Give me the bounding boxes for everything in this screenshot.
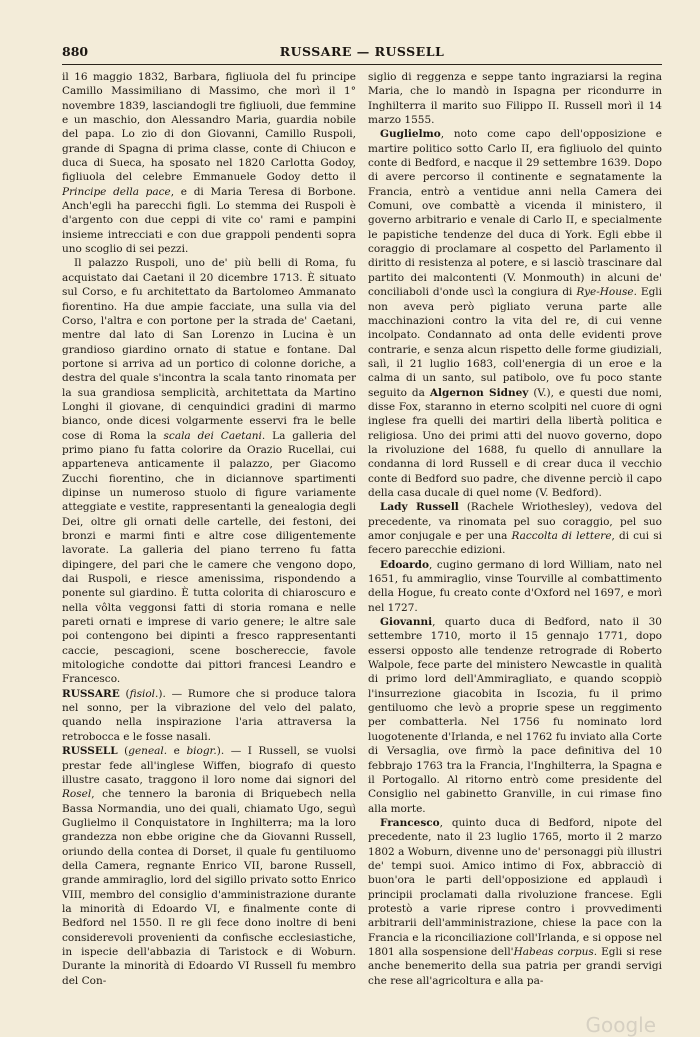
paragraph — [368, 558, 662, 615]
left-column — [62, 70, 356, 1017]
text-run: ( — [117, 745, 129, 758]
paragraph — [62, 70, 356, 256]
paragraph — [62, 744, 356, 988]
italic-text: Principe della pace — [62, 185, 171, 198]
right-column — [368, 70, 662, 1017]
text-columns — [62, 70, 662, 1017]
text-run: siglio di reggenza e seppe tanto ingraziarsi la regina Maria, che lo mandò in Ispagna per ricondurre in Inghilterra il marito suo Filippo II. Russell morì il 14 marzo 1555. — [368, 71, 662, 127]
header-rule — [62, 64, 662, 65]
text-run: e — [167, 745, 187, 758]
page-number: 880 — [62, 44, 89, 59]
text-run: , cugino germano di lord William, nato nel 1651, fu ammiraglio, vinse Tourville al combattimento della Hogue, fu creato conte d'Oxford nel 1697, e morì nel 1727. — [368, 558, 662, 614]
paragraph — [368, 127, 662, 500]
paragraph — [62, 256, 356, 686]
italic-text: Raccolta di lettere — [511, 530, 612, 542]
italic-text: Rosel — [62, 788, 92, 801]
text-run: ). — I Russell, se vuolsi prestar fede all'inglese Wiffen, biografo di questo illustre casato, traggono il loro nome dai signori del — [62, 745, 356, 786]
italic-text: biogr. — [186, 745, 217, 758]
headword: RUSSELL — [62, 745, 118, 758]
text-run: , noto come capo dell'opposizione e martire politico sotto Carlo II, era figliuolo del quinto conte di Bedford, e nacque il 29 settembre 1639. Dopo di avere percorso il continente e segnatamente la Francia, entrò a ventidue anni nella Camera dei Comuni, ove combattè a vicenda il ministero, il governo arbitrario e venale di Carlo II, e specialmente le papistiche tendenze del duca di York. Egli ebbe il coraggio di proclamare al cospetto del Parlamento il diritto di resistenza al potere, e si lasciò trascinare dal partito dei malcontenti (V. Monmouth) in alcuni de' conciliaboli d'onde uscì la congiura di — [368, 128, 662, 299]
text-run: , quarto duca di Bedford, nato il 30 settembre 1710, morto il 15 gennajo 1771, dopo essersi opposto alle tendenze retrograde di Roberto Walpole, fece parte del ministero Newcastle in qualità di primo lord dell'Ammiragliato, e quando scoppiò l'insurrezione giacobita in Iscozia, fu il primo gentiluomo che levò a proprie spese un reggimento per combatterla. Nel 1756 fu nominato lord luogotenente d'Irlanda, e nel 1762 fu inviato alla Corte di Versaglia, ove firmò la pace definitiva del 10 febbrajo 1763 tra la Francia, l'Inghilterra, la Spagna e il Portogallo. Al ritorno entrò come presidente del Consiglio nel gabinetto Granville, in cui rimase fino alla morte. — [368, 616, 662, 815]
running-title: RUSSARE — RUSSELL — [279, 44, 445, 59]
italic-text: fisiol. — [129, 687, 159, 700]
text-run: ). — Rumore che si produce talora nel sonno, per la vibrazione del velo del palato, quando nella inspirazione l'aria attraversa la retrobocca e le fosse nasali. — [62, 687, 356, 743]
text-run: il 16 maggio 1832, Barbara, figliuola del fu principe Camillo Massimiliano di Massimo, che morì il 1° novembre 1839, lasciandogli tre figliuoli, due femmine e un maschio, don Alessandro Maria, guardia nobile del papa. Lo zio di don Giovanni, Camillo Ruspoli, grande di Spagna di prima classe, conte di Chiucon e duca di Sueca, ha sposato nel 1820 Carlotta Godoy, figliuola del celebre Emmanuele Godoy detto il — [62, 71, 356, 184]
paragraph — [368, 70, 662, 127]
text-run: . Egli non aveva però pigliato veruna parte alle macchinazioni contro la vita del re, di cui venne incolpato. Condannato ad onta delle evidenti prove contrarie, e senza alcun rispetto delle forme giudiziali, salì, il 21 luglio 1683, coll'energia di un eroe e la calma di un santo, sul patibolo, ove fu poco stante seguito da — [368, 286, 662, 399]
headword: Algernon Sidney — [429, 386, 529, 399]
text-run: , e di Maria Teresa di Borbone. Anch'egli ha parecchi figli. Lo stemma dei Ruspoli è d'argento con due ceppi di vite co' rami e pampini insieme intrecciati e con due grappoli pendenti sopra uno scoglio di sei pezzi. — [62, 185, 356, 256]
text-run: . Egli si rese anche benemerito della sua patria per grandi servigi che rese all'agricoltura e alla pa- — [368, 945, 662, 987]
paragraph — [368, 816, 662, 988]
paragraph — [62, 687, 356, 744]
headword: Francesco — [380, 816, 440, 829]
text-run: , di cui si fecero parecchie edizioni. — [368, 530, 662, 557]
text-run: ( — [119, 687, 130, 700]
italic-text: Habeas corpus — [513, 945, 594, 958]
page-header — [62, 44, 662, 64]
text-run: Il palazzo Ruspoli, uno de' più belli di Roma, fu acquistato dai Caetani il 20 dicembre 1713. È situato sul Corso, e fu architettato da Bartolomeo Ammanato fiorentino. Ha due ampie facciate, una sulla via del Corso, l'altra e con portone per la strada de' Caetani, mentre dal lato di San Lorenzo in Lucina è un grandioso giardino ornato di statue e fontane. Dal portone si arriva ad un portico di colonne doriche, a destra del quale s'incontra la scala tanto rinomata per la sua grandiosa semplicità, architettata da Martino Longhi il giovane, di cenquindici gradini di marmo bianco, onde dicesi volgarmente esservi fra le belle cose di Roma la — [62, 257, 356, 442]
italic-text: geneal. — [128, 745, 168, 758]
text-run: (V.), e questi due nomi, disse Fox, staranno in eterno scolpiti nel cuore di ogni inglese fra quelli dei martiri della libertà politica e religiosa. Uno dei primi atti del nuovo governo, dopo la rivoluzione del 1688, fu quello di annullare la condanna di lord Russell e di crear duca il vecchio conte di Bedford suo padre, che divenne perciò il capo della casa ducale di quel nome (V. Bedford). — [368, 386, 662, 499]
headword: Giovanni — [380, 616, 433, 629]
headword: Guglielmo — [380, 128, 441, 141]
watermark: Google — [585, 1013, 656, 1037]
text-run: (Rachele Wriothesley), vedova del precedente, va rinomata pel suo coraggio, pel suo amor conjugale e per una — [368, 501, 662, 542]
italic-text: Rye-House — [576, 286, 634, 299]
headword: RUSSARE — [62, 687, 120, 700]
text-run: . La galleria del primo piano fu fatta colorire da Orazio Rucellai, cui apparteneva anticamente il palazzo, per Giacomo Zucchi fiorentino, che in diciannove spartimenti dipinse un numeroso stuolo di figure variamente atteggiate e vestite, rappresentanti la genealogia degli Dei, oltre gli ornati delle cartelle, dei festoni, dei bronzi e marmi finti e altre cose diligentemente lavorate. La galleria del piano terreno fu fatta dipingere, del pari che le camere che vengono dopo, dai Ruspoli, e riesce amenissima, rispondendo a ponente sul giardino. È tutta colorita di chiaroscuro e nella vôlta veggonsi fatti di storia romana e nelle pareti ornati e imprese di vario genere; le altre sale poi contengono bei dipinti a fresco rappresentanti caccie, pescagioni, scene boschereccie, favole mitologiche condotte dai pittori francesi Leandro e Francesco. — [62, 429, 356, 686]
text-run: , quinto duca di Bedford, nipote del precedente, nato il 23 luglio 1765, morto il 2 marzo 1802 a Woburn, divenne uno de' personaggi più illustri de' tempi suoi. Amico intimo di Fox, abbracciò di buon'ora le parti dell'opposizione ed applaudì i principii proclamati dalla rivoluzione francese. Egli protestò a varie riprese contro i provvedimenti arbitrarii dell'amministrazione, chiese la pace con la Francia e la riconciliazione coll'Irlanda, e si oppose nel 1801 alla sospensione dell' — [368, 816, 662, 958]
text-run: , che tennero la baronia di Briquebech nella Bassa Normandia, uno dei quali, chiamato Ugo, seguì Guglielmo il Conquistatore in Inghilterra; ma la loro grandezza non ebbe origine che da Giovanni Russell, oriundo della contea di Dorset, il quale fu gentiluomo della Camera, regnante Enrico VII, barone Russell, grande ammiraglio, lord del sigillo privato sotto Enrico VIII, membro del consiglio d'amministrazione durante la minorità di Edoardo VI, e finalmente conte di Bedford nel 1550. Il re gli fece dono inoltre di beni considerevoli provenienti da confische ecclesiastiche, in ispecie dell'abbazia di Taristock e di Woburn. Durante la minorità di Edoardo VI Russell fu membro del Con- — [62, 788, 356, 987]
paragraph — [368, 500, 662, 557]
headword: Edoardo — [380, 558, 430, 571]
paragraph — [368, 615, 662, 816]
headword: Lady Russell — [380, 501, 459, 514]
italic-text: scala dei Caetani — [163, 429, 262, 442]
